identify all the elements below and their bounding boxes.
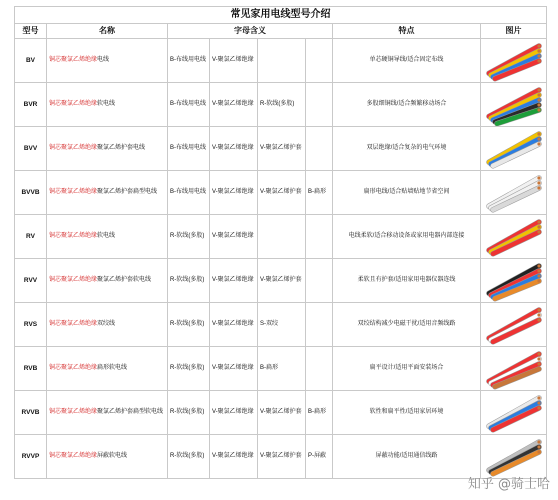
letter-meaning-4 [306, 303, 333, 347]
feature-cell: 柔软且有护套/适用家用电器仪器连线 [333, 259, 481, 303]
image-cell [481, 215, 547, 259]
letter-meaning-4 [306, 347, 333, 391]
name-type-text: 聚氯乙烯护套扁型软电线 [97, 409, 164, 416]
model-cell: BVR [15, 83, 47, 127]
copper-core [537, 367, 540, 370]
copper-core [537, 450, 540, 453]
name-type-text: 软电线 [97, 233, 116, 240]
model-cell: BVVB [15, 171, 47, 215]
header-features: 特点 [333, 24, 481, 39]
name-cell [47, 435, 168, 479]
table-row [15, 391, 547, 435]
letter-meaning-4: P-屏蔽 [306, 435, 333, 479]
copper-core [537, 445, 540, 448]
letter-meaning-4 [306, 127, 333, 171]
letter-meaning-2: V-聚氯乙烯绝缘 [210, 39, 258, 83]
feature-cell: 扁形电线/适合贴墙贴地节省空间 [333, 171, 481, 215]
model-cell: RVS [15, 303, 47, 347]
letter-meaning-1: R-软线(多股) [168, 303, 210, 347]
letter-meaning-2: V-聚氯乙烯绝缘 [210, 303, 258, 347]
wire-strand [491, 139, 539, 164]
name-type-text: 扁形软电线 [97, 365, 128, 372]
name-cell [47, 215, 168, 259]
twisted-pair-icon [481, 304, 545, 346]
letter-meaning-2: V-聚氯乙烯绝缘 [210, 215, 258, 259]
name-insulation-text: 铜芯聚氯乙烯绝缘 [49, 101, 98, 108]
copper-core [537, 93, 540, 96]
letter-meaning-2: V-聚氯乙烯绝缘 [210, 171, 258, 215]
letter-meaning-1: R-软线(多股) [168, 215, 210, 259]
copper-core [537, 401, 540, 404]
table-title: 常见家用电线型号介绍 [15, 7, 547, 24]
table-row [15, 39, 547, 83]
header-model: 型号 [15, 24, 47, 39]
image-cell [481, 127, 547, 171]
copper-core [537, 406, 540, 409]
header-name: 名称 [47, 24, 168, 39]
name-cell [47, 39, 168, 83]
name-type-text: 软电线 [97, 101, 116, 108]
copper-core [537, 132, 540, 135]
letter-meaning-2: V-聚氯乙烯绝缘 [210, 347, 258, 391]
wire-strand [491, 403, 539, 428]
wire-strand [491, 315, 539, 340]
copper-core [537, 103, 540, 106]
flat-cable-icon [481, 172, 545, 214]
copper-core [537, 88, 540, 91]
stranded-wire-icon [481, 84, 545, 126]
feature-cell: 扁平设计/适用平面安装场合 [333, 347, 481, 391]
copper-core [537, 274, 540, 277]
feature-cell: 多股细铜线/适合频繁移动场合 [333, 83, 481, 127]
model-cell: RVV [15, 259, 47, 303]
table-row [15, 303, 547, 347]
name-insulation-text: 铜芯聚氯乙烯绝缘 [49, 409, 98, 416]
feature-cell: 屏蔽功能/适用通信线路 [333, 435, 481, 479]
table-row [15, 171, 547, 215]
image-cell [481, 259, 547, 303]
feature-cell: 电线柔软/适合移动设备或家用电器内部连接 [333, 215, 481, 259]
copper-core [537, 49, 540, 52]
name-insulation-text: 铜芯聚氯乙烯绝缘 [49, 321, 98, 328]
letter-meaning-2: V-聚氯乙烯绝缘 [210, 435, 258, 479]
name-type-text: 双绞线 [97, 321, 116, 328]
name-cell [47, 303, 168, 347]
letter-meaning-1: R-软线(多股) [168, 391, 210, 435]
rigid-wire-icon [481, 40, 545, 82]
letter-meaning-3: R-软线(多股) [258, 83, 306, 127]
image-cell [481, 391, 547, 435]
copper-core [537, 186, 540, 189]
name-insulation-text: 铜芯聚氯乙烯绝缘 [49, 233, 98, 240]
model-cell: RVVB [15, 391, 47, 435]
feature-cell: 双绞结构减少电磁干扰/适用音频线路 [333, 303, 481, 347]
letter-meaning-4 [306, 215, 333, 259]
name-cell [47, 347, 168, 391]
name-insulation-text: 铜芯聚氯乙烯绝缘 [49, 189, 98, 196]
letter-meaning-4: B-扁形 [306, 171, 333, 215]
letter-meaning-3: V-聚氯乙烯护套 [258, 127, 306, 171]
flat-sheathed-icon [481, 392, 545, 434]
letter-meaning-3 [258, 39, 306, 83]
letter-meaning-1: R-软线(多股) [168, 347, 210, 391]
letter-meaning-3: S-双绞 [258, 303, 306, 347]
copper-core [537, 279, 540, 282]
wire-strand [491, 183, 539, 208]
feature-cell: 单芯硬铜导线/适合固定布线 [333, 39, 481, 83]
header-letters: 字母含义 [168, 24, 333, 39]
image-cell [481, 171, 547, 215]
image-cell [481, 303, 547, 347]
feature-cell: 双层绝缘/适合复杂的电气环境 [333, 127, 481, 171]
model-cell: RV [15, 215, 47, 259]
model-cell: BV [15, 39, 47, 83]
letter-meaning-4: B-扁形 [306, 391, 333, 435]
name-type-text: 聚氯乙烯护套软电线 [97, 277, 152, 284]
copper-core [537, 98, 540, 101]
image-cell [481, 83, 547, 127]
soft-wire-icon [481, 216, 545, 258]
feature-cell: 软性和扁平性/适用家居环境 [333, 391, 481, 435]
image-cell [481, 347, 547, 391]
model-cell: BVV [15, 127, 47, 171]
copper-core [537, 362, 540, 365]
wire-model-table [14, 6, 547, 479]
table-row [15, 215, 547, 259]
letter-meaning-3: V-聚氯乙烯护套 [258, 259, 306, 303]
copper-core [537, 225, 540, 228]
header-image: 图片 [481, 24, 547, 39]
letter-meaning-3 [258, 215, 306, 259]
image-cell [481, 435, 547, 479]
letter-meaning-2: V-聚氯乙烯绝缘 [210, 391, 258, 435]
copper-core [537, 264, 540, 267]
letter-meaning-3: V-聚氯乙烯护套 [258, 391, 306, 435]
letter-meaning-1: R-软线(多股) [168, 259, 210, 303]
copper-core [537, 396, 540, 399]
name-insulation-text: 铜芯聚氯乙烯绝缘 [49, 365, 98, 372]
name-insulation-text: 铜芯聚氯乙烯绝缘 [49, 57, 98, 64]
table-row [15, 83, 547, 127]
wire-table-container [14, 6, 546, 479]
name-type-text: 聚氯乙烯护套扁型电线 [97, 189, 158, 196]
name-insulation-text: 铜芯聚氯乙烯绝缘 [49, 145, 98, 152]
letter-meaning-1: B-布线用电线 [168, 127, 210, 171]
name-cell [47, 259, 168, 303]
copper-core [537, 54, 540, 57]
sheathed-wire-icon [481, 128, 545, 170]
multicore-cable-icon [481, 260, 545, 302]
name-cell [47, 171, 168, 215]
wire-strand [491, 227, 539, 252]
letter-meaning-1: B-布线用电线 [168, 39, 210, 83]
copper-core [537, 137, 540, 140]
name-insulation-text: 铜芯聚氯乙烯绝缘 [49, 453, 98, 460]
letter-meaning-1: R-软线(多股) [168, 435, 210, 479]
model-cell: RVB [15, 347, 47, 391]
letter-meaning-4 [306, 83, 333, 127]
table-row [15, 435, 547, 479]
copper-core [537, 313, 540, 316]
watermark: 知乎 @骑士哈 [467, 477, 550, 492]
shielded-cable-icon [481, 436, 545, 478]
wire-strand [491, 447, 539, 472]
table-row [15, 347, 547, 391]
copper-core [537, 181, 540, 184]
copper-core [537, 44, 540, 47]
copper-core [537, 269, 540, 272]
model-cell: RVVP [15, 435, 47, 479]
copper-core [537, 59, 540, 62]
letter-meaning-4 [306, 259, 333, 303]
letter-meaning-3: V-聚氯乙烯护套 [258, 435, 306, 479]
copper-core [537, 440, 540, 443]
name-type-text: 电线 [97, 57, 110, 64]
letter-meaning-1: B-布线用电线 [168, 171, 210, 215]
name-cell [47, 391, 168, 435]
letter-meaning-3: V-聚氯乙烯护套 [258, 171, 306, 215]
copper-core [537, 220, 540, 223]
name-type-text: 屏蔽软电线 [97, 453, 128, 460]
copper-core [537, 230, 540, 233]
letter-meaning-3: B-扁形 [258, 347, 306, 391]
letter-meaning-2: V-聚氯乙烯绝缘 [210, 83, 258, 127]
table-row [15, 127, 547, 171]
copper-core [537, 176, 540, 179]
name-insulation-text: 铜芯聚氯乙烯绝缘 [49, 277, 98, 284]
copper-core [537, 357, 540, 360]
copper-core [537, 352, 540, 355]
letter-meaning-2: V-聚氯乙烯绝缘 [210, 127, 258, 171]
letter-meaning-1: B-布线用电线 [168, 83, 210, 127]
copper-core [537, 108, 540, 111]
copper-core [537, 308, 540, 311]
flat-twin-icon [481, 348, 545, 390]
letter-meaning-4 [306, 39, 333, 83]
copper-core [537, 318, 540, 321]
image-cell [481, 39, 547, 83]
copper-core [537, 142, 540, 145]
table-row [15, 259, 547, 303]
name-cell [47, 83, 168, 127]
name-cell [47, 127, 168, 171]
letter-meaning-2: V-聚氯乙烯绝缘 [210, 259, 258, 303]
name-type-text: 聚氯乙烯护套电线 [97, 145, 146, 152]
